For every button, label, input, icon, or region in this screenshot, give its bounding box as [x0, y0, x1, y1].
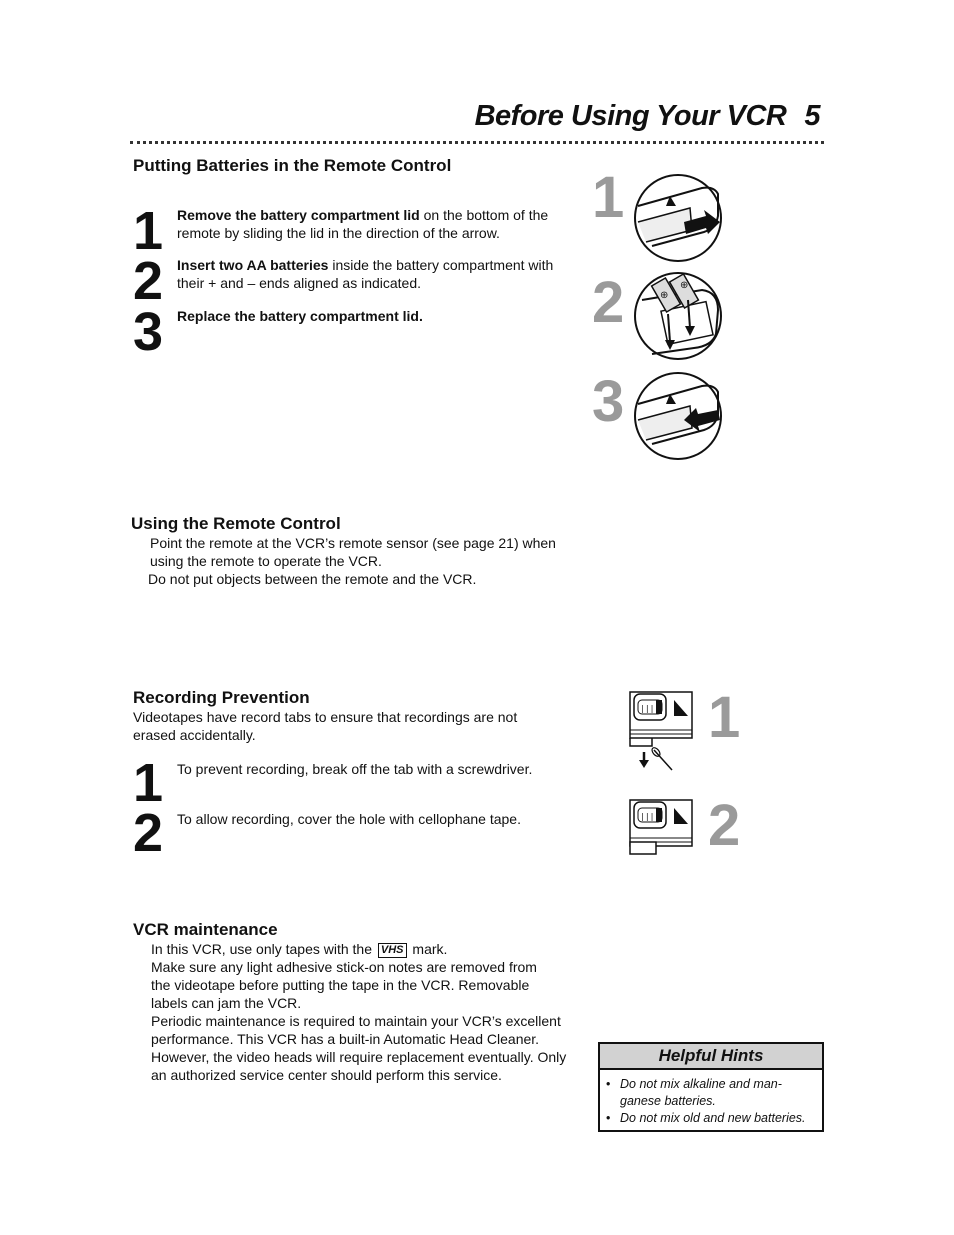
svg-text:|||: |||	[640, 812, 655, 821]
hint-item	[606, 1076, 818, 1110]
helpful-hints-list	[600, 1070, 822, 1127]
battery-step-3-bold: Replace the battery compartment lid.	[177, 308, 423, 324]
maintenance-p2-line-1: Make sure any light adhesive stick-on notes are removed from	[151, 959, 537, 975]
hint-1-line-1: • Do not mix alkaline and man-	[620, 1077, 782, 1091]
maintenance-p3-line-1: Periodic maintenance is required to maintain your VCR’s excellent	[151, 1013, 561, 1029]
svg-text:⊕: ⊕	[660, 290, 669, 301]
page-number: 5	[804, 100, 820, 132]
remote-instruction-1-line-2: using the remote to operate the VCR.	[150, 553, 382, 569]
recording-step-2-text: To allow recording, cover the hole with cellophane tape.	[177, 811, 521, 827]
battery-step-2-number: 2	[133, 251, 162, 311]
battery-step-2-bold: Insert two AA batteries	[177, 257, 329, 273]
battery-insert-illustration	[632, 270, 724, 362]
maintenance-paragraph-3	[151, 1012, 566, 1084]
cassette-tape-cover-illustration	[626, 798, 698, 858]
helpful-hints-title: Helpful Hints	[600, 1044, 822, 1070]
maintenance-p1-before: In this VCR, use only tapes with the	[151, 941, 372, 957]
remote-lid-slide-illustration	[632, 172, 724, 264]
remote-instruction-2: Do not put objects between the remote and the VCR.	[148, 571, 477, 587]
recording-section-title: Recording Prevention	[133, 688, 310, 707]
recording-intro-line-2: erased accidentally.	[133, 727, 256, 743]
battery-step-1-text	[177, 207, 577, 242]
remote-instruction-1	[150, 534, 556, 570]
batteries-section-title: Putting Batteries in the Remote Control	[133, 156, 452, 175]
recording-figure-label-2: 2	[708, 793, 741, 858]
hint-item	[606, 1110, 818, 1127]
recording-figure-label-1: 1	[708, 685, 741, 750]
header-divider	[130, 141, 824, 144]
maintenance-paragraph-1	[151, 940, 447, 958]
hint-1-line-2: ganese batteries.	[620, 1094, 716, 1108]
recording-step-1-number: 1	[133, 753, 162, 813]
battery-step-2-text	[177, 257, 577, 292]
page-header	[475, 100, 820, 133]
maintenance-p3-line-4: an authorized service center should perform this service.	[151, 1067, 502, 1083]
page-title: Before Using Your VCR	[474, 100, 787, 132]
recording-step-2-number: 2	[133, 803, 162, 863]
remote-lid-replace-illustration	[632, 370, 724, 462]
cassette-break-tab-illustration	[626, 690, 698, 772]
battery-step-1-number: 1	[133, 201, 162, 261]
hint-2-line-1: • Do not mix old and new batteries.	[620, 1111, 806, 1125]
helpful-hints-box	[598, 1042, 824, 1132]
battery-step-1-bold: Remove the battery compartment lid	[177, 207, 420, 223]
battery-figure-label-2: 2	[592, 270, 625, 335]
battery-step-1-rest: on the bottom of the remote by sliding the lid in the direction of the arrow.	[177, 207, 549, 241]
svg-text:|||: |||	[640, 704, 655, 713]
battery-step-2-rest: inside the battery compartment with their + and – ends aligned as indicated.	[177, 257, 554, 291]
battery-figure-label-1: 1	[592, 165, 625, 230]
maintenance-p2-line-3: labels can jam the VCR.	[151, 995, 302, 1011]
recording-step-1-text: To prevent recording, break off the tab with a screwdriver.	[177, 761, 533, 777]
battery-step-3-number: 3	[133, 302, 162, 362]
maintenance-p3-line-2: performance. This VCR has a built-in Automatic Head Cleaner.	[151, 1031, 540, 1047]
maintenance-p3-line-3: However, the video heads will require replacement eventually. Only	[151, 1049, 567, 1065]
remote-instruction-1-line-1: Point the remote at the VCR’s remote sensor (see page 21) when	[150, 535, 556, 551]
recording-intro-line-1: Videotapes have record tabs to ensure that recordings are not	[133, 709, 518, 725]
maintenance-paragraph-2	[151, 958, 537, 1012]
maintenance-p1-after: mark.	[412, 941, 448, 957]
remote-section-title: Using the Remote Control	[131, 514, 341, 533]
maintenance-p2-line-2: the videotape before putting the tape in the VCR. Removable	[151, 977, 530, 993]
vhs-logo: VHS	[378, 943, 407, 958]
recording-intro	[133, 708, 517, 744]
maintenance-section-title: VCR maintenance	[133, 920, 278, 939]
svg-text:⊕: ⊕	[680, 280, 689, 291]
battery-step-3-text	[177, 308, 577, 326]
battery-figure-label-3: 3	[592, 369, 625, 434]
